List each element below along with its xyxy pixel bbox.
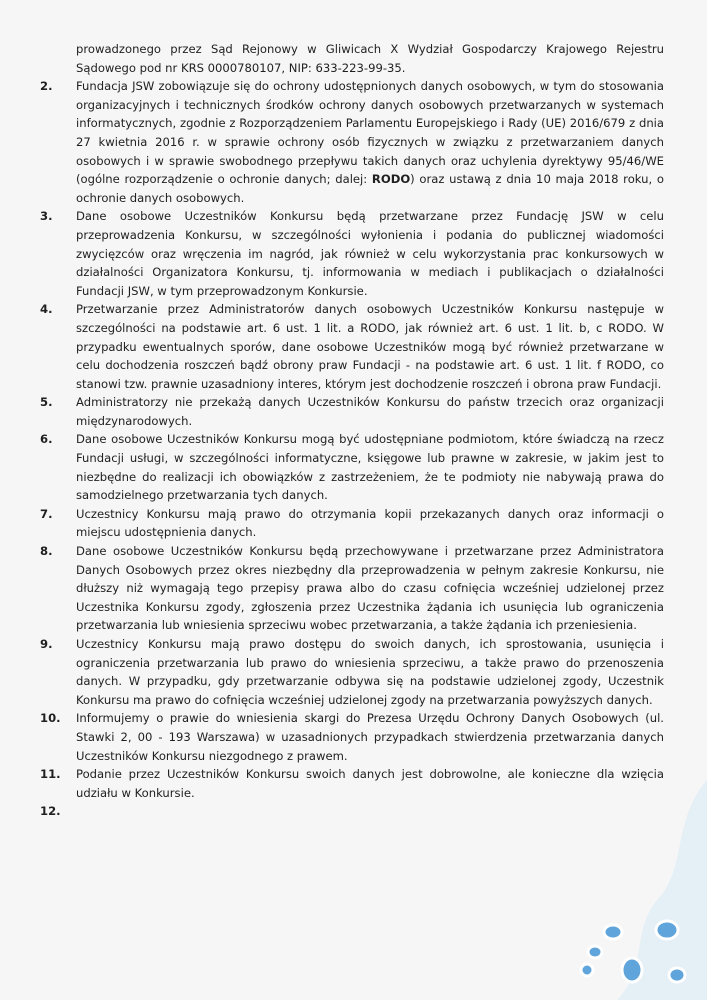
item-text: Fundacja JSW zobowiązuje się do ochrony udostępnionych danych osobowych, w tym do stosowania organizacyjnych i technicznych środków ochrony danych osobowych przetwarzanych w systemach informatycznych, zgodnie z Rozporządzeniem Parlamentu Europejskiego i Rady (UE) 2016/679 z dnia 27 kwietnia 2016 r. w sprawie ochrony osób fizycznych w związku z przetwarzaniem danych osobowych i w sprawie swobodnego przepływu takich danych oraz uchylenia dyrektywy 95/46/WE (ogólne rozporządzenie o ochronie danych; dalej: [76, 79, 664, 187]
item-text-continued: ) oraz ustawą z dnia 10 maja 2018 roku, o ochronie danych osobowych. [76, 172, 664, 205]
item-text: Dane osobowe Uczestników Konkursu będą przechowywane i przetwarzane przez Administratora Danych Osobowych przez okres niezbędny dla przeprowadzenia w pełnym zakresie Konkursu, nie dłuższy niż wymagają tego przepisy prawa albo do czasu cofnięcia wcześniej udzielonej przez Uczestnika Konkursu zgody, zgłoszenia przez Uczestnika żądania ich usunięcia lub ograniczenia przetwarzania lub wniesienia sprzeciwu wobec przetwarzania, a także żądania ich przeniesienia. [76, 544, 664, 633]
item-text: Przetwarzanie przez Administratorów danych osobowych Uczestników Konkursu następuje w szczególności na podstawie art. 6 ust. 1 lit. a RODO, jak również art. 6 ust. 1 lit. b, c RODO. W przypadku ewentualnych sporów, dane osobowe Uczestników mogą być również przetwarzane w celu dochodzenia roszczeń bądź obrony praw Fundacji - na podstawie art. 6 ust. 1 lit. f RODO, co stanowi tzw. prawnie uzasadniony interes, którym jest dochodzenie roszczeń i obrona praw Fundacji. [76, 302, 664, 391]
list-item [40, 542, 664, 635]
item-text: Uczestnicy Konkursu mają prawo do otrzymania kopii przekazanych danych oraz informacji o miejscu udostępnienia danych. [76, 506, 664, 540]
decorative-blob [622, 958, 642, 982]
item-number: 8. [40, 544, 53, 559]
item-text: Administratorzy nie przekażą danych Uczestników Konkursu do państw trzecich oraz organizacji międzynarodowych. [76, 395, 664, 428]
item-number: 4. [40, 302, 53, 317]
list-item [40, 300, 664, 393]
item-number: 5. [40, 395, 53, 410]
document-content [40, 40, 664, 819]
decorative-blob [588, 946, 602, 958]
intro-paragraph: prowadzonego przez Sąd Rejonowy w Gliwicach X Wydział Gospodarczy Krajowego Rejestru Sądowego pod nr KRS 0000780107, NIP: 633-223-99-35. [76, 42, 664, 75]
item-number: 6. [40, 432, 53, 447]
decorative-bubbles-graphic [577, 780, 707, 1000]
list-item [40, 709, 664, 765]
item-number: 11. [40, 767, 61, 782]
list-item [40, 635, 664, 709]
item-number: 9. [40, 637, 53, 651]
item-text: Podanie przez Uczestników Konkursu swoich danych jest dobrowolne, ale konieczne dla wzięcia udziału w Konkursie. [76, 767, 664, 800]
rodo-abbreviation: RODO [371, 172, 411, 187]
item-text: Uczestnicy Konkursu mają prawo dostępu do swoich danych, ich sprostowania, usunięcia i ograniczenia przetwarzania lub prawo do wniesienia sprzeciwu, a także prawo do przenoszenia danych. W przypadku, gdy przetwarzanie odbywa się na podstawie udzielonej zgody, Uczestnik Konkursu ma prawo do cofnięcia wcześniej udzielonej zgody na przetwarzania powyższych danych. [76, 637, 664, 707]
decorative-blob [581, 964, 593, 976]
decorative-blob [656, 921, 678, 939]
decorative-blob [669, 968, 685, 982]
item-number: 2. [40, 79, 53, 94]
item-number: 7. [40, 506, 53, 521]
list-item [40, 77, 664, 207]
item-number: 3. [40, 209, 53, 224]
item-number: 10. [40, 711, 61, 726]
item-number: 12. [40, 804, 61, 819]
item-text: Dane osobowe Uczestników Konkursu mogą być udostępniane podmiotom, które świadczą na rzecz Fundacji usługi, w szczególności informatyczne, księgowe lub prawne w zakresie, w jakim jest to niezbędne do realizacji ich obowiązków z zastrzeżeniem, że te podmioty nie nabywają prawa do samodzielnego przetwarzania tych danych. [76, 432, 664, 503]
item-text: Informujemy o prawie do wniesienia skargi do Prezesa Urzędu Ochrony Danych Osobowych (ul. Stawki 2, 00 - 193 Warszawa) w uzasadnionych przypadkach stwierdzenia przetwarzania danych Uczestników Konkursu niezgodnego z prawem. [76, 711, 664, 763]
decorative-blob [604, 925, 622, 939]
list-item [40, 430, 664, 504]
list-item [40, 505, 664, 542]
numbered-list [40, 77, 664, 819]
item-text: Dane osobowe Uczestników Konkursu będą przetwarzane przez Fundację JSW w celu przeprowadzenia Konkursu, w szczególności wyłonienia i podania do publicznej wiadomości zwycięzców oraz wręczenia im nagród, jak również w celu wykorzystania prac konkursowych w działalności Organizatora Konkursu, tj. informowania w mediach i publikacjach o działalności Fundacji JSW, w tym przeprowadzonym Konkursie. [76, 209, 664, 298]
list-item [40, 393, 664, 430]
list-item [40, 765, 664, 802]
list-item [40, 207, 664, 300]
